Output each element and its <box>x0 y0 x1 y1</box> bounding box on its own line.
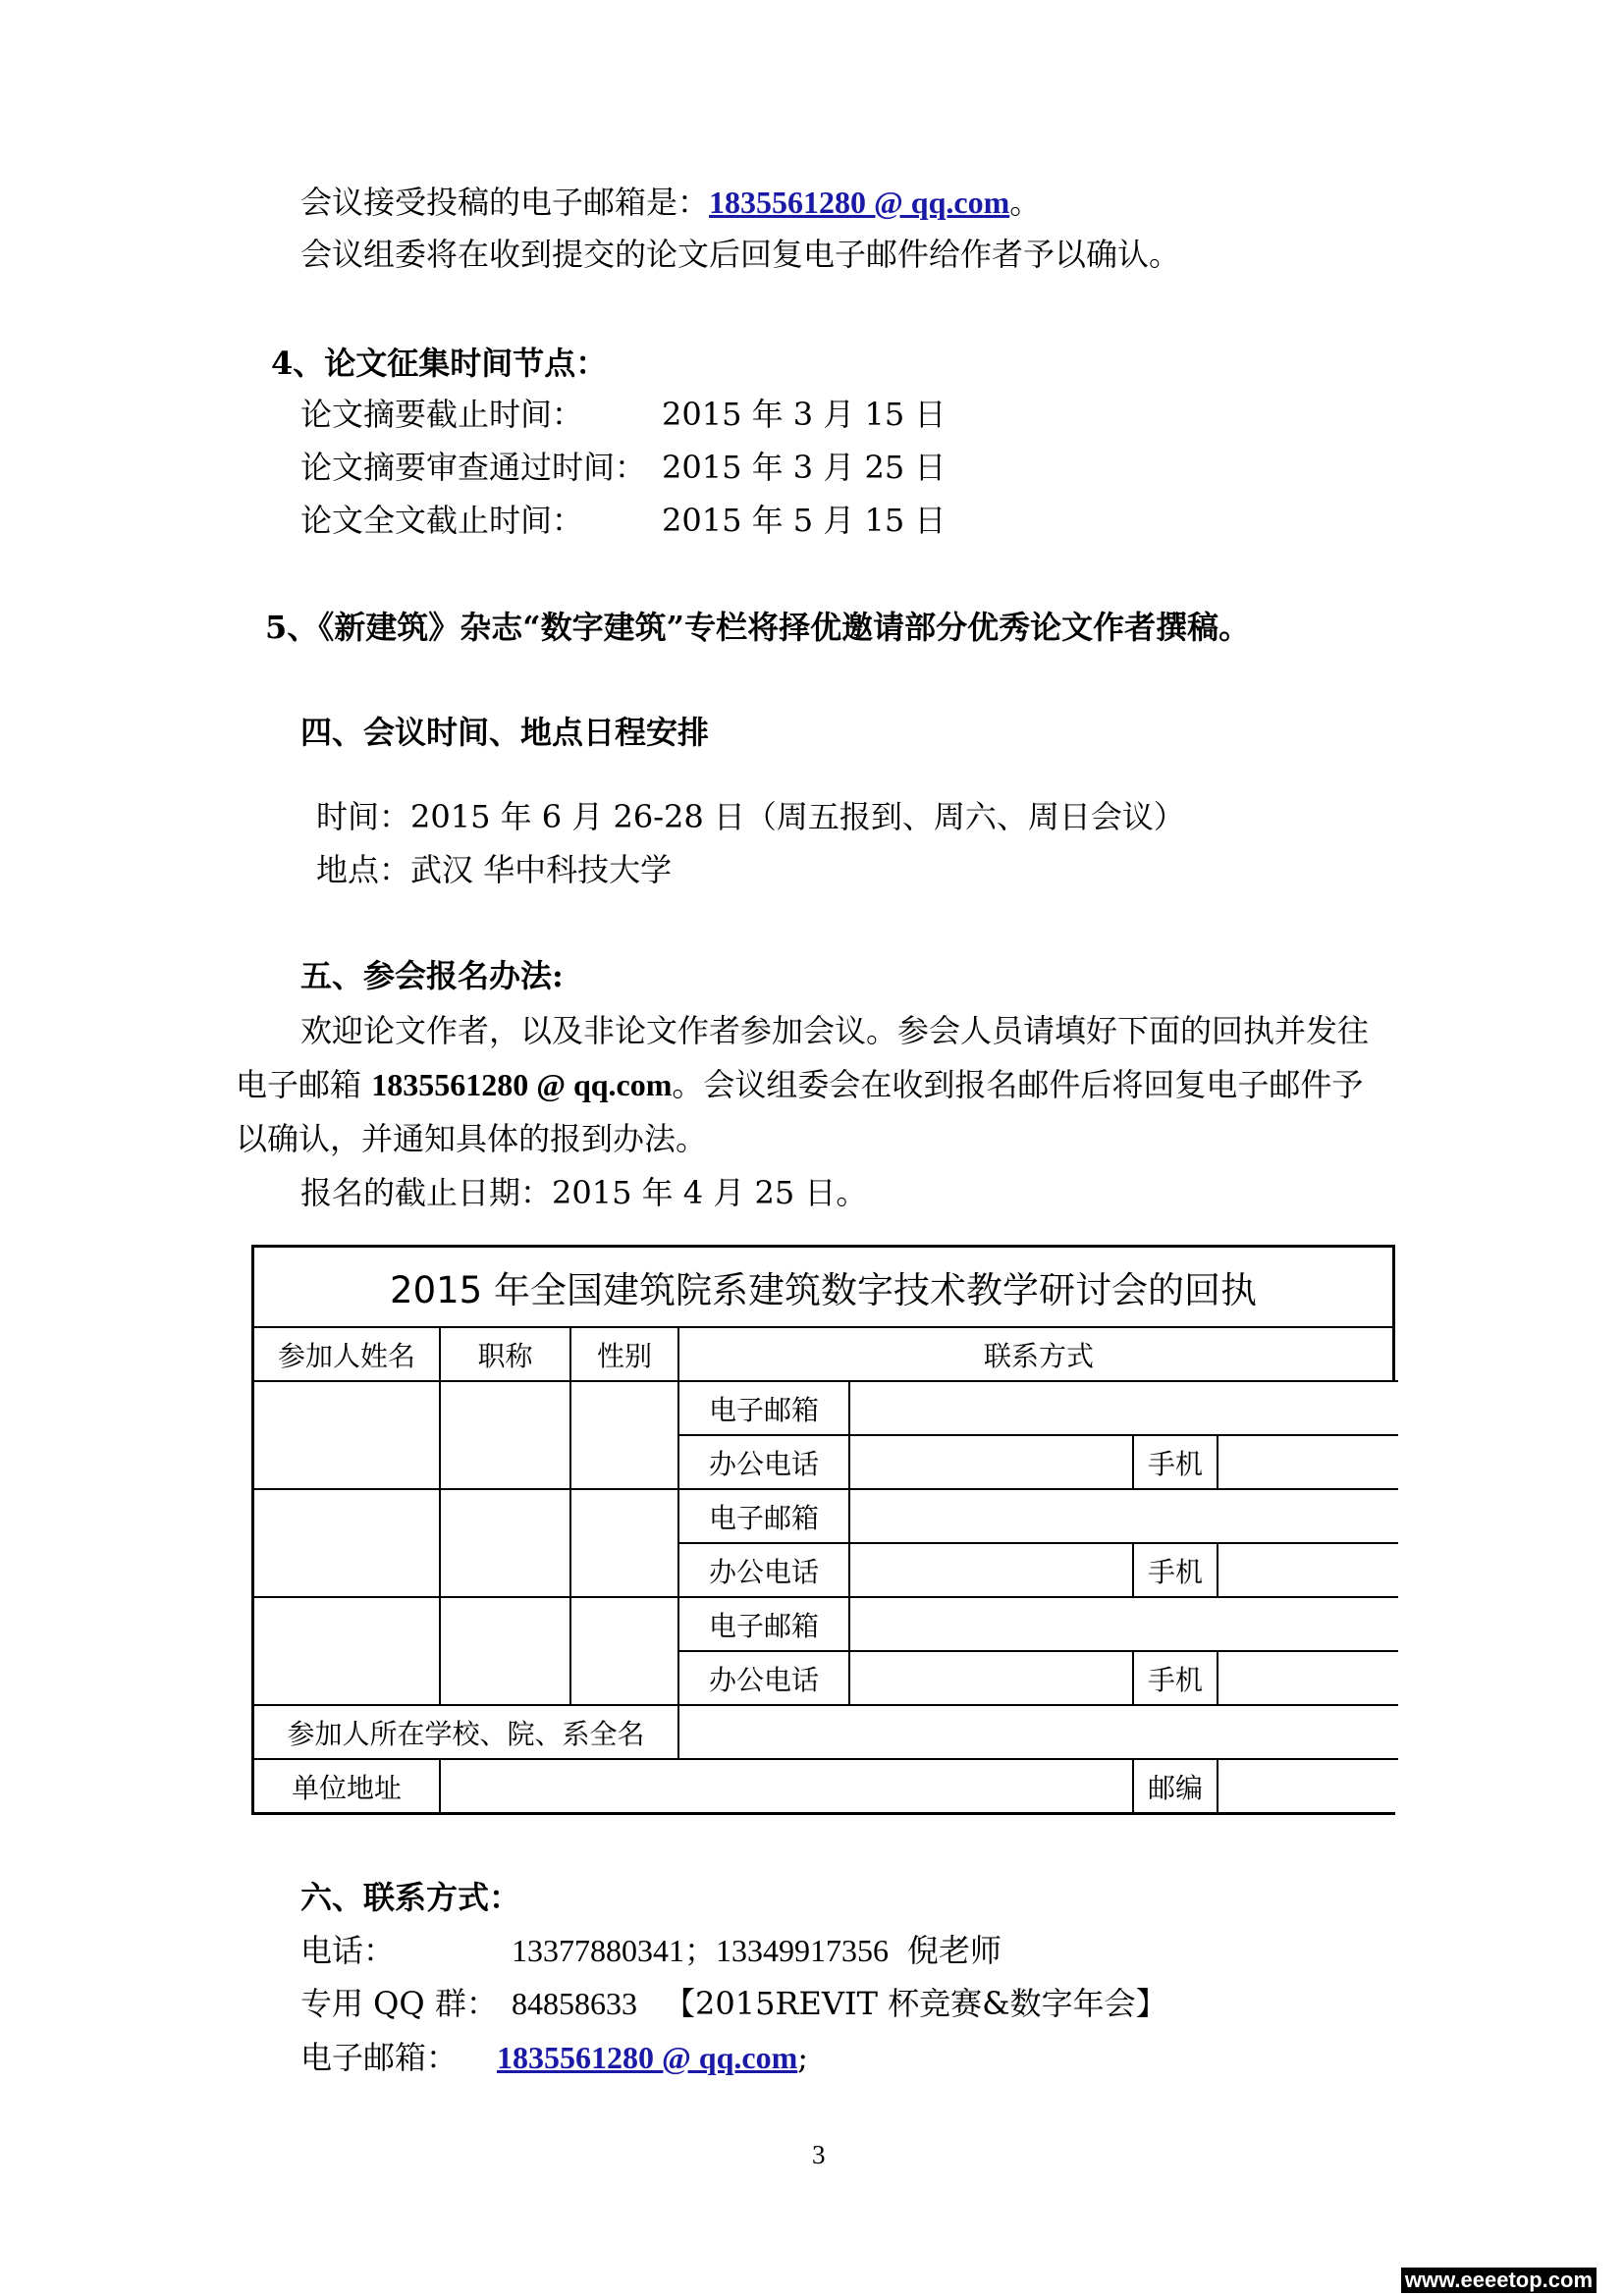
form-table <box>254 1328 1398 1812</box>
participant-row <box>254 1597 1398 1651</box>
email-label: 电子邮箱 <box>678 1381 849 1435</box>
form-header-row <box>254 1328 1398 1381</box>
qq-label: 专用 QQ 群： <box>300 1985 498 2022</box>
submission-email-end: 。 <box>1009 184 1042 221</box>
name-input-cell[interactable] <box>254 1597 440 1705</box>
section5-email: 1835561280 @ qq.com <box>371 1067 673 1102</box>
col-gender-header: 性别 <box>570 1328 678 1381</box>
contact-phone-row <box>300 1931 1001 1970</box>
email-label: 电子邮箱 <box>678 1597 849 1651</box>
section6-heading: 六、联系方式： <box>300 1879 521 1916</box>
deadline-row <box>300 395 946 434</box>
office-phone-label: 办公电话 <box>678 1435 849 1489</box>
contact-email-row <box>300 2038 808 2077</box>
office-phone-label: 办公电话 <box>678 1543 849 1597</box>
deadline-row <box>300 448 946 487</box>
email-label: 电子邮箱 <box>678 1489 849 1543</box>
email-input-cell[interactable] <box>849 1597 1398 1651</box>
school-input-cell[interactable] <box>678 1705 1398 1759</box>
name-input-cell[interactable] <box>254 1381 440 1489</box>
gender-input-cell[interactable] <box>570 1489 678 1597</box>
gender-input-cell[interactable] <box>570 1381 678 1489</box>
participant-row <box>254 1489 1398 1543</box>
deadline-label: 论文摘要截止时间： <box>300 396 584 433</box>
deadline-date: 2015 年 5 月 15 日 <box>662 502 947 539</box>
mobile-input-cell[interactable] <box>1218 1435 1398 1489</box>
office-phone-input-cell[interactable] <box>849 1651 1133 1705</box>
form-title: 2015 年全国建筑院系建筑数字技术教学研讨会的回执 <box>254 1248 1392 1328</box>
section5-heading: 五、参会报名办法: <box>300 957 564 994</box>
section4-time: 时间：2015 年 6 月 26-28 日（周五报到、周六、周日会议） <box>316 798 1185 835</box>
deadline-date: 2015 年 3 月 25 日 <box>662 449 947 486</box>
deadline-row <box>300 501 946 540</box>
deadlines-heading: 4、论文征集时间节点： <box>271 345 608 382</box>
title-input-cell[interactable] <box>440 1489 570 1597</box>
phone-label: 电话： <box>300 1932 396 1969</box>
receipt-form <box>251 1245 1395 1815</box>
gender-input-cell[interactable] <box>570 1597 678 1705</box>
postcode-input-cell[interactable] <box>1218 1759 1398 1812</box>
office-phone-input-cell[interactable] <box>849 1435 1133 1489</box>
address-input-cell[interactable] <box>440 1759 1133 1812</box>
col-contact-header: 联系方式 <box>678 1328 1398 1381</box>
section4-place: 地点：武汉 华中科技大学 <box>316 851 673 888</box>
deadline-label: 论文摘要审查通过时间： <box>300 449 647 486</box>
deadline-date: 2015 年 3 月 15 日 <box>662 396 947 433</box>
section5-deadline: 报名的截止日期：2015 年 4 月 25 日。 <box>300 1174 868 1211</box>
contact-email-end: ; <box>797 2039 808 2076</box>
email-input-cell[interactable] <box>849 1381 1398 1435</box>
section5-email-suffix: 。会议组委会在收到报名邮件后将回复电子邮件予 <box>672 1066 1364 1103</box>
school-row <box>254 1705 1398 1759</box>
address-label: 单位地址 <box>254 1759 440 1812</box>
site-watermark: www.eeeetop.com <box>1401 2268 1597 2293</box>
participant-row <box>254 1381 1398 1435</box>
title-input-cell[interactable] <box>440 1597 570 1705</box>
office-phone-input-cell[interactable] <box>849 1543 1133 1597</box>
title-input-cell[interactable] <box>440 1381 570 1489</box>
submission-confirm-text: 会议组委将在收到提交的论文后回复电子邮件给作者予以确认。 <box>300 236 1181 273</box>
mobile-input-cell[interactable] <box>1218 1651 1398 1705</box>
postcode-label: 邮编 <box>1133 1759 1218 1812</box>
phone-value: 13377880341；13349917356 <box>512 1933 890 1968</box>
section5-paragraph-line1: 欢迎论文作者，以及非论文作者参加会议。参会人员请填好下面的回执并发往 <box>300 1012 1370 1049</box>
deadline-label: 论文全文截止时间： <box>300 502 584 539</box>
mobile-input-cell[interactable] <box>1218 1543 1398 1597</box>
submission-email-label: 会议接受投稿的电子邮箱是： <box>300 184 710 221</box>
mobile-label: 手机 <box>1133 1651 1218 1705</box>
name-input-cell[interactable] <box>254 1489 440 1597</box>
submission-email-line <box>300 183 1041 222</box>
item5-text: 5、《新建筑》杂志“数字建筑”专栏将择优邀请部分优秀论文作者撰稿。 <box>265 609 1251 646</box>
section4-heading: 四、会议时间、地点日程安排 <box>300 714 710 751</box>
col-title-header: 职称 <box>440 1328 570 1381</box>
section5-paragraph-line3: 以确认，并通知具体的报到办法。 <box>236 1120 708 1157</box>
qq-value: 84858633 <box>512 1986 637 2021</box>
contact-email-link[interactable]: 1835561280 @ qq.com <box>497 2040 798 2075</box>
email-input-cell[interactable] <box>849 1489 1398 1543</box>
submission-email-link[interactable]: 1835561280 @ qq.com <box>709 185 1010 220</box>
contact-qq-row <box>300 1984 1167 2023</box>
qq-note: 【2015REVIT 杯竞赛&数字年会】 <box>664 1985 1167 2022</box>
mobile-label: 手机 <box>1133 1435 1218 1489</box>
school-label: 参加人所在学校、院、系全名 <box>254 1705 678 1759</box>
phone-person: 倪老师 <box>907 1932 1002 1969</box>
section5-paragraph-line2 <box>236 1065 1363 1104</box>
mobile-label: 手机 <box>1133 1543 1218 1597</box>
page-number: 3 <box>812 2140 826 2169</box>
email-label: 电子邮箱： <box>300 2039 459 2076</box>
address-row <box>254 1759 1398 1812</box>
section5-email-prefix: 电子邮箱 <box>236 1066 372 1103</box>
col-name-header: 参加人姓名 <box>254 1328 440 1381</box>
office-phone-label: 办公电话 <box>678 1651 849 1705</box>
